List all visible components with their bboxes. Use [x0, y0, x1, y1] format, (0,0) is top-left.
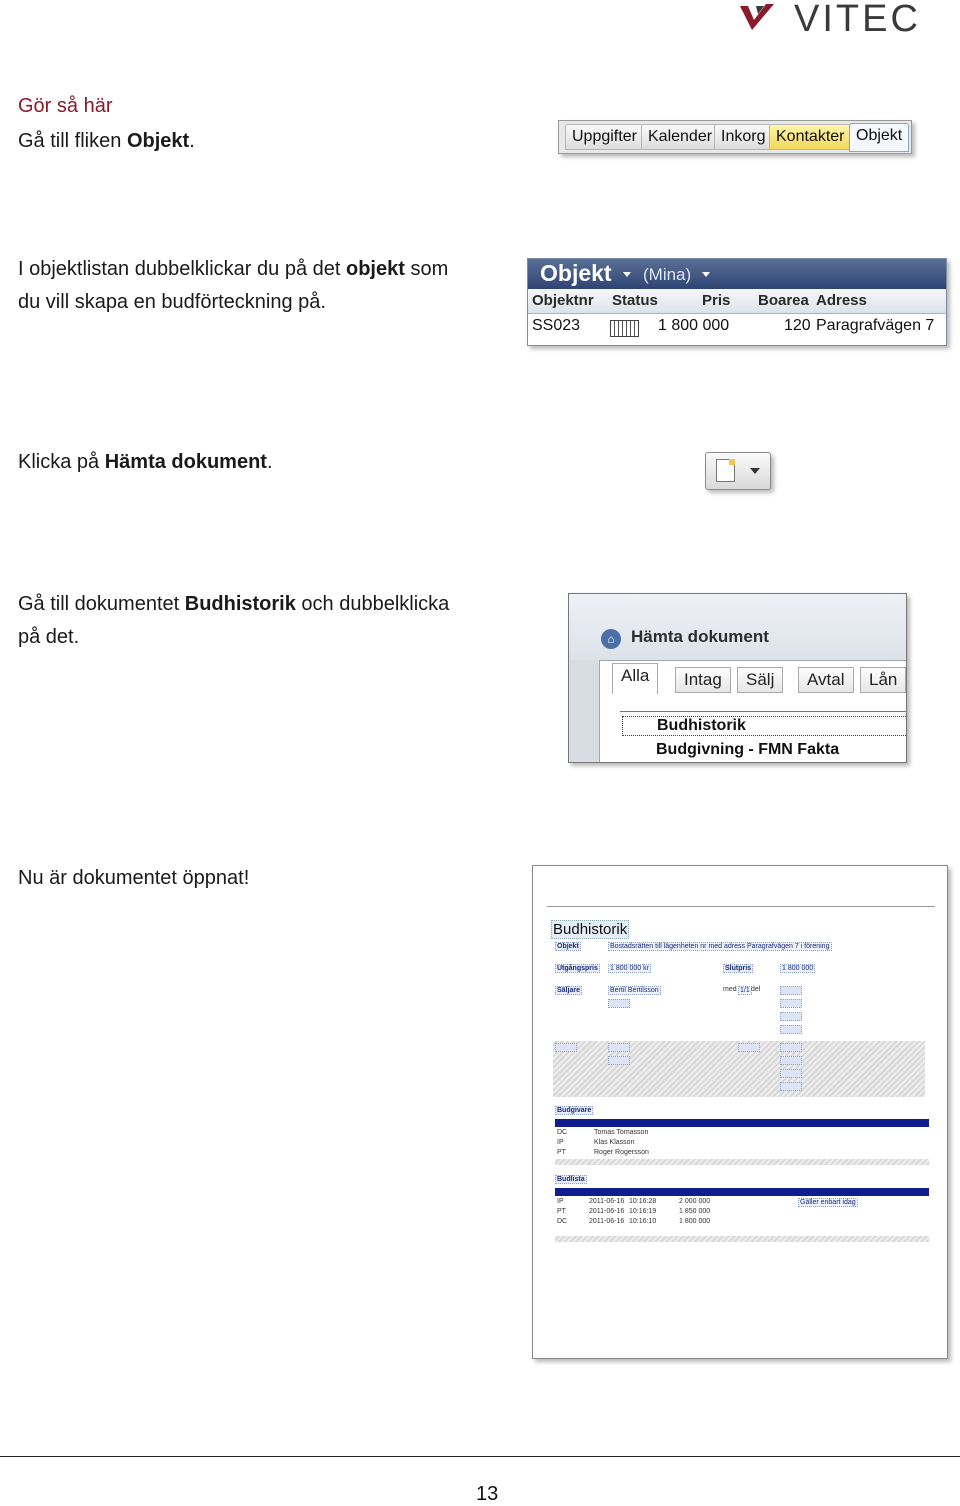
- empty-field[interactable]: [780, 986, 802, 995]
- dialog-title-bar: [569, 594, 906, 660]
- field-utgangspris[interactable]: 1 800 000 kr: [610, 965, 649, 972]
- field-del-fraction[interactable]: 1/1: [740, 987, 750, 994]
- divider: [547, 906, 935, 907]
- column-boarea[interactable]: Boarea: [758, 292, 809, 309]
- chevron-down-icon[interactable]: [623, 272, 631, 277]
- objekt-list-title[interactable]: Objekt: [540, 260, 612, 286]
- bid-time: 10:16:19: [629, 1208, 657, 1215]
- bid-time: 10:16:10: [629, 1218, 657, 1225]
- cell-boarea: 120: [784, 317, 811, 334]
- dialog-title: Hämta dokument: [631, 627, 769, 646]
- label-budgivare: Budgivare: [557, 1107, 592, 1114]
- chevron-down-icon[interactable]: [702, 272, 710, 277]
- tab-avtal[interactable]: Avtal: [798, 667, 854, 693]
- bidder-code: IP: [557, 1139, 564, 1146]
- footer-divider: [0, 1456, 960, 1457]
- column-objektnr[interactable]: Objektnr: [532, 292, 594, 309]
- bidder-code: PT: [557, 1149, 566, 1156]
- bid-date: 2011-06-16: [589, 1198, 625, 1205]
- hamta-dokument-button[interactable]: [705, 452, 771, 490]
- bidder-code: DC: [557, 1129, 568, 1136]
- column-status[interactable]: Status: [612, 292, 658, 309]
- label-objekt: Objekt: [557, 943, 579, 950]
- empty-field[interactable]: [608, 1056, 630, 1065]
- tab-salj[interactable]: Sälj: [737, 667, 783, 693]
- page-number: 13: [476, 1483, 499, 1505]
- empty-field[interactable]: [780, 1082, 802, 1091]
- share-del: del: [751, 986, 761, 993]
- list-item-budgivning[interactable]: Budgivning - FMN Fakta: [656, 741, 840, 758]
- list-item-budhistorik[interactable]: Budhistorik: [622, 716, 907, 736]
- step-1-text: Gå till fliken Objekt.: [18, 130, 195, 152]
- cell-adress: Paragrafvägen 7: [816, 317, 935, 334]
- budgivare-header-bar: [555, 1119, 929, 1127]
- empty-field[interactable]: [780, 1025, 802, 1034]
- bid-date: 2011-06-16: [589, 1208, 625, 1215]
- empty-field[interactable]: [780, 1043, 802, 1052]
- budlista-header-bar: [555, 1188, 929, 1196]
- share-med: med: [723, 986, 737, 993]
- empty-field[interactable]: [780, 1069, 802, 1078]
- step-2-text: I objektlistan dubbelklickar du på det objekt som du vill skapa en budförteckning på.: [18, 258, 449, 313]
- bidder-name: Roger Rogersson: [594, 1149, 649, 1156]
- bid-time: 10:16:28: [629, 1198, 657, 1205]
- bid-amount: 1 850 000: [679, 1208, 711, 1215]
- step-5-text: Nu är dokumentet öppnat!: [18, 867, 250, 889]
- chevron-down-icon[interactable]: [750, 468, 760, 474]
- hatched-area: [555, 1236, 929, 1242]
- empty-field[interactable]: [780, 1012, 802, 1021]
- tab-alla[interactable]: Alla: [612, 663, 658, 694]
- cell-objektnr: SS023: [532, 317, 581, 334]
- bid-code: PT: [557, 1208, 566, 1215]
- bidder-name: Tomas Tomasson: [594, 1129, 649, 1136]
- label-budlista: Budlista: [557, 1176, 585, 1183]
- empty-field[interactable]: [608, 1043, 630, 1052]
- objekt-list-columns: [528, 289, 946, 314]
- hamta-dokument-dialog: [568, 593, 907, 763]
- tab-intag[interactable]: Intag: [675, 667, 731, 693]
- bid-amount: 1 800 000: [679, 1218, 711, 1225]
- table-row[interactable]: [528, 314, 946, 339]
- tab-lan[interactable]: Lån: [860, 667, 906, 693]
- label-slutpris: Slutpris: [725, 965, 752, 972]
- tab-kalender[interactable]: Kalender: [641, 124, 719, 150]
- objekt-list-header: [528, 259, 946, 289]
- tab-inkorg[interactable]: Inkorg: [714, 124, 772, 150]
- column-adress[interactable]: Adress: [816, 292, 867, 309]
- label-utgangspris: Utgångspris: [557, 965, 598, 972]
- tab-uppgifter[interactable]: Uppgifter: [565, 124, 644, 150]
- empty-field[interactable]: [608, 999, 630, 1008]
- document-list: [620, 711, 907, 763]
- bid-code: IP: [557, 1198, 564, 1205]
- cell-pris: 1 800 000: [658, 317, 730, 334]
- empty-field[interactable]: [555, 1043, 577, 1052]
- document-title: Budhistorik: [553, 921, 628, 938]
- empty-field[interactable]: [780, 999, 802, 1008]
- bid-code: DC: [557, 1218, 568, 1225]
- empty-field[interactable]: [780, 1056, 802, 1065]
- bid-amount: 2 000 000: [679, 1198, 711, 1205]
- field-objekt[interactable]: Bostadsrätten till lägenheten nr med adress Paragrafvägen 7 i förening: [608, 942, 832, 951]
- bidder-name: Klas Klasson: [594, 1139, 635, 1146]
- tab-kontakter[interactable]: Kontakter: [769, 124, 851, 150]
- objekt-list-filter[interactable]: (Mina): [643, 265, 692, 284]
- logo-wordmark: VITEC: [794, 0, 921, 36]
- hatched-area: [555, 1159, 929, 1165]
- home-icon: ⌂: [601, 629, 621, 649]
- bid-date: 2011-06-16: [589, 1218, 625, 1225]
- document-icon: [716, 459, 735, 482]
- bid-note[interactable]: Gäller enbart idag: [800, 1199, 856, 1206]
- status-calendar-icon: [610, 320, 639, 337]
- vitec-logo: [738, 0, 960, 36]
- label-saljare: Säljare: [557, 987, 580, 994]
- field-slutpris[interactable]: 1 800 000: [782, 965, 814, 972]
- opened-document-preview: [532, 865, 948, 1359]
- column-pris[interactable]: Pris: [702, 292, 731, 309]
- dialog-panel: [599, 660, 907, 763]
- field-saljare[interactable]: Bertil Bertilsson: [610, 987, 659, 994]
- main-tab-bar: [558, 120, 912, 154]
- section-heading: Gör så här: [18, 95, 113, 117]
- step-4-text: Gå till dokumentet Budhistorik och dubbelklicka på det.: [18, 593, 450, 648]
- empty-field[interactable]: [738, 1043, 760, 1052]
- step-3-text: Klicka på Hämta dokument.: [18, 451, 273, 473]
- tab-objekt[interactable]: Objekt: [849, 123, 909, 152]
- objekt-list-panel: [527, 258, 947, 346]
